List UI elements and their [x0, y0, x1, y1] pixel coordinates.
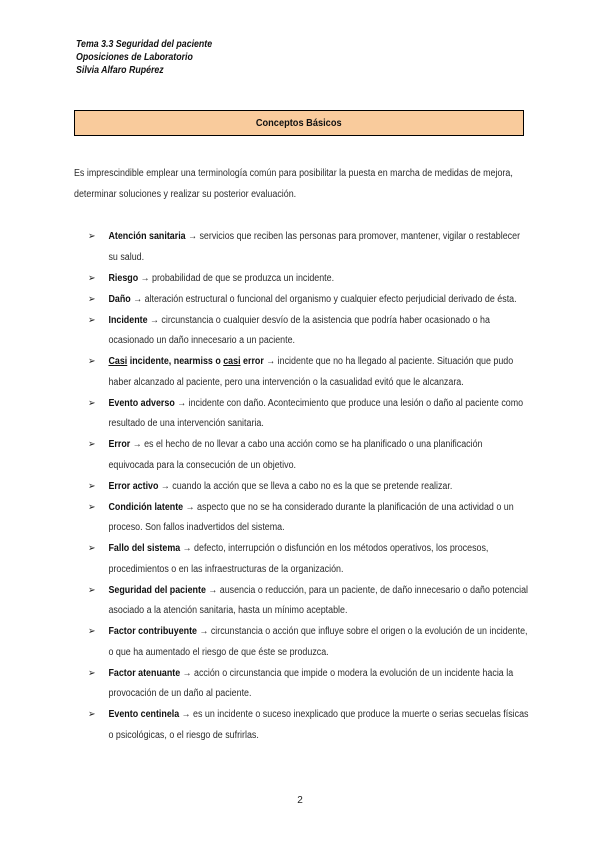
list-item — [88, 352, 529, 393]
term: Riesgo — [108, 272, 139, 284]
list-item — [88, 477, 529, 498]
term: Daño — [108, 293, 131, 305]
list-item — [88, 435, 529, 476]
term — [108, 356, 263, 367]
intro-text: Es imprescindible emplear una terminología común para posibilitar la puesta en marcha de medidas de mejora, determinar soluciones y realizar su posterior evaluación. — [74, 168, 513, 200]
definition: → probabilidad de que se produzca un incidente. — [138, 272, 335, 284]
definition: → aspecto que no se ha considerado durante la planificación de una actividad o un proceso. Son fallos inadvertidos del sistema. — [108, 501, 514, 533]
definition: → es el hecho de no llevar a cabo una acción como se ha planificado o una planificación equivocada para la consecución de un objetivo. — [108, 439, 483, 471]
arrow-bullet-icon: ➢ — [88, 314, 96, 326]
arrow-bullet-icon: ➢ — [88, 480, 96, 492]
header-author: Silvia Alfaro Rupérez — [76, 65, 164, 76]
list-item — [88, 227, 529, 268]
arrow-bullet-icon: ➢ — [88, 626, 96, 637]
term: Incidente — [108, 314, 148, 326]
arrow-bullet-icon: ➢ — [88, 709, 96, 720]
term-middle: incidente, nearmiss o — [127, 356, 224, 367]
list-item — [88, 622, 529, 663]
definition: → servicios que reciben las personas para promover, mantener, vigilar o restablecer su salud. — [108, 231, 521, 263]
header-course: Oposiciones de Laboratorio — [76, 52, 193, 63]
definition: → acción o circunstancia que impide o modera la evolución de un incidente hacia la provocación de un daño al paciente. — [108, 667, 514, 699]
term-end: error — [240, 356, 264, 367]
term: Evento adverso — [108, 397, 175, 409]
term: Error — [108, 439, 131, 450]
list-item — [88, 581, 529, 622]
section-title-box — [74, 110, 524, 136]
definition: → cuando la acción que se lleva a cabo no es la que se pretende realizar. — [158, 480, 453, 492]
arrow-bullet-icon: ➢ — [88, 501, 96, 513]
arrow-bullet-icon: ➢ — [88, 543, 96, 554]
definition: → incidente con daño. Acontecimiento que produce una lesión o daño al paciente como resultado de una intervención sanitaria. — [108, 397, 524, 429]
arrow-bullet-icon: ➢ — [88, 439, 96, 450]
list-item — [88, 539, 529, 580]
definition: → incidente que no ha llegado al paciente. Situación que pudo haber alcanzado al paciente, pero una intervención o la casualidad evitó que le alcanzara. — [108, 356, 514, 388]
list-item — [88, 290, 529, 311]
document-header — [76, 38, 212, 77]
arrow-bullet-icon: ➢ — [88, 584, 96, 596]
definition: → alteración estructural o funcional del organismo y cualquier efecto perjudicial derivado de ésta. — [130, 293, 517, 305]
definition: → defecto, interrupción o disfunción en los métodos operativos, los procesos, procedimientos o en las infraestructuras de la organización. — [108, 543, 489, 575]
list-item — [88, 498, 529, 539]
arrow-bullet-icon: ➢ — [88, 397, 96, 409]
list-item — [88, 269, 529, 290]
definition: → ausencia o reducción, para un paciente, de daño innecesario o daño potencial asociado a la atención sanitaria, hasta un mínimo aceptable. — [108, 584, 529, 616]
section-title: Conceptos Básicos — [256, 117, 342, 129]
arrow-bullet-icon: ➢ — [88, 293, 96, 305]
list-item — [88, 311, 529, 352]
term: Condición latente — [108, 501, 184, 513]
list-item — [88, 664, 529, 705]
term: Seguridad del paciente — [108, 584, 206, 596]
intro-paragraph — [74, 163, 528, 205]
term: Evento centinela — [108, 709, 180, 720]
term-underlined-casi: Casi — [108, 356, 128, 367]
list-item — [88, 394, 529, 435]
definition: → circunstancia o cualquier desvío de la asistencia que podría haber ocasionado o ha ocasionado un daño innecesario a un paciente. — [108, 314, 490, 346]
definitions-list — [88, 227, 529, 747]
arrow-bullet-icon: ➢ — [88, 667, 96, 679]
definition: → es un incidente o suceso inexplicado que produce la muerte o serias secuelas físicas o psicológicas, o el riesgo de sufrirlas. — [108, 709, 529, 741]
page-number: 2 — [297, 795, 303, 806]
term: Factor atenuante — [108, 667, 181, 679]
list-item — [88, 705, 529, 746]
term: Fallo del sistema — [108, 543, 181, 554]
arrow-bullet-icon: ➢ — [88, 356, 96, 367]
definition: → circunstancia o acción que influye sobre el origen o la evolución de un incidente, o que ha aumentado el riesgo de que éste se produzca. — [108, 626, 528, 658]
arrow-bullet-icon: ➢ — [88, 231, 96, 242]
term: Factor contribuyente — [108, 626, 197, 637]
term-underlined-casi-2: casi — [223, 356, 241, 367]
term: Error activo — [108, 480, 159, 492]
header-topic: Tema 3.3 Seguridad del paciente — [76, 39, 213, 50]
arrow-bullet-icon: ➢ — [88, 272, 96, 284]
term: Atención sanitaria — [108, 231, 186, 242]
